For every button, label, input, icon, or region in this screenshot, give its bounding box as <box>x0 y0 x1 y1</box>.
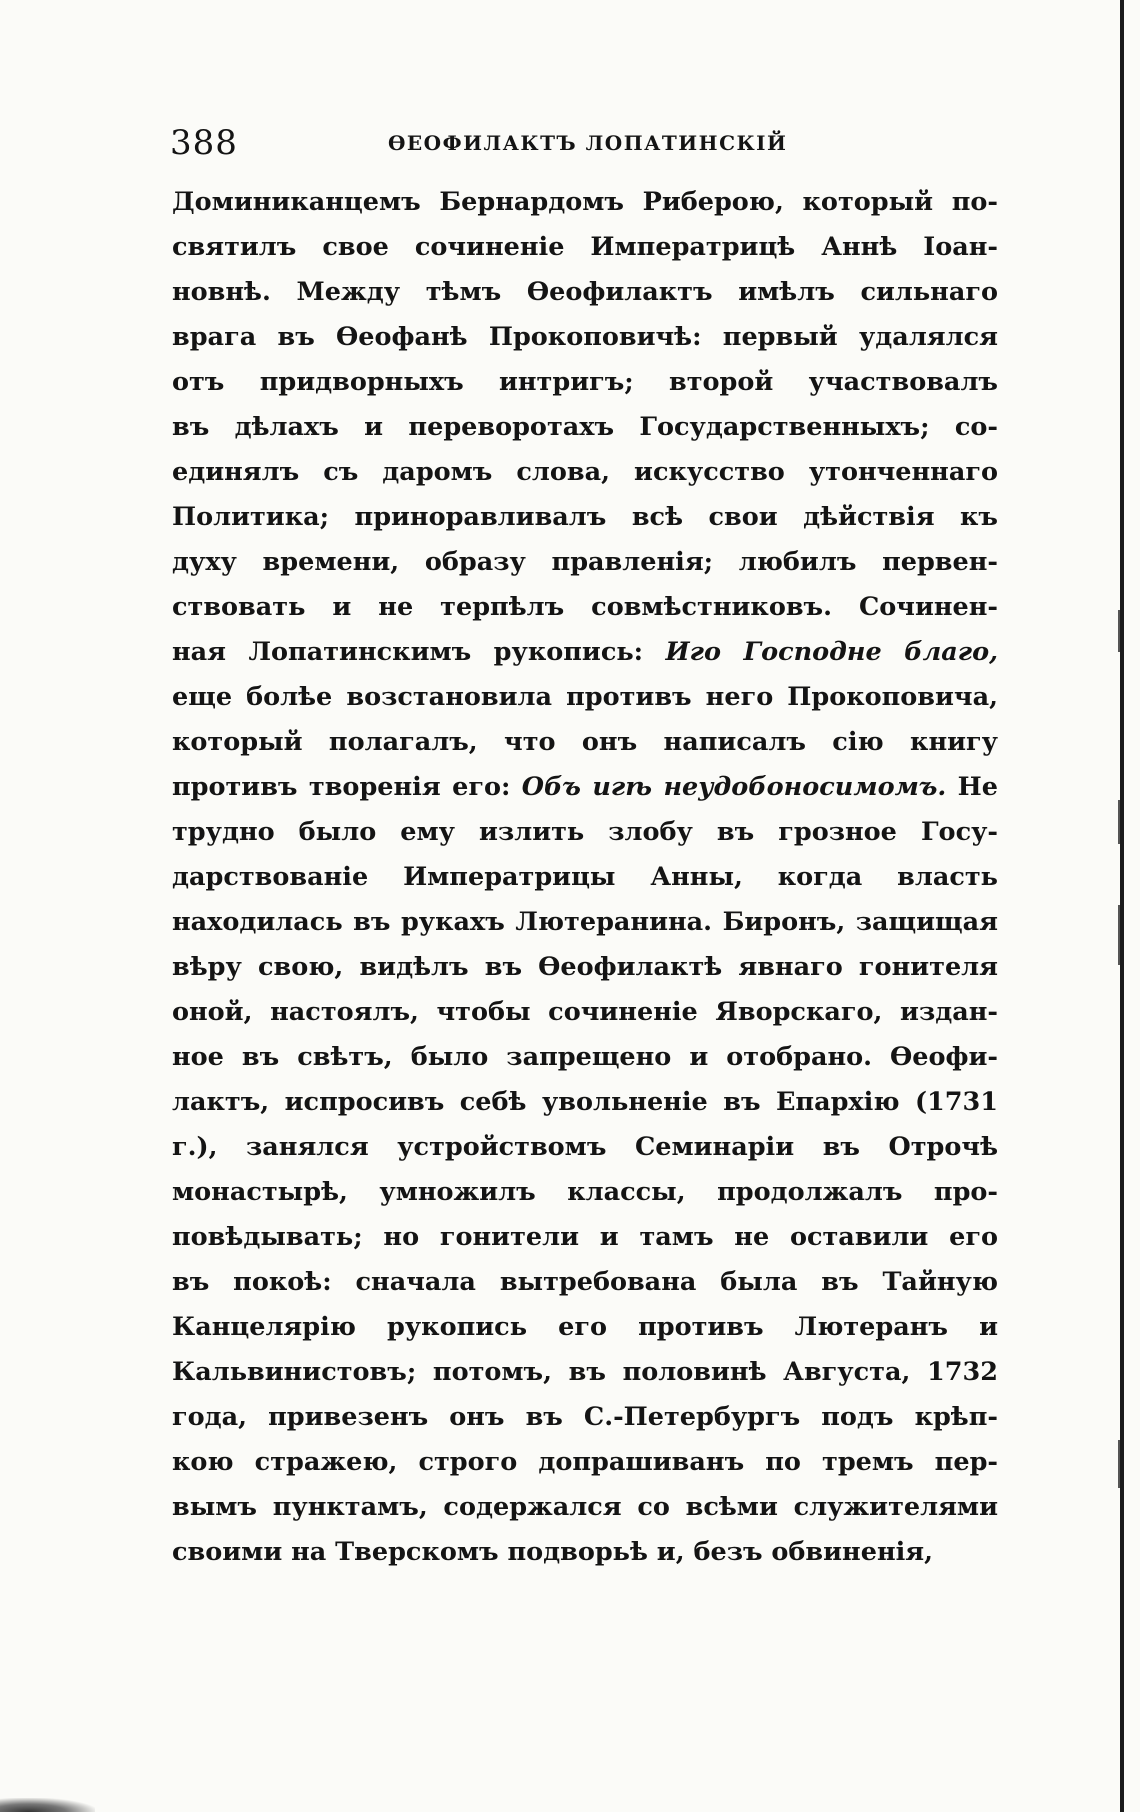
text-segment: который полагалъ, что онъ написалъ сію книгу <box>172 727 998 757</box>
text-line <box>172 1125 998 1170</box>
text-segment: вымъ пунктамъ, содержался со всѣми служителями <box>172 1492 998 1522</box>
page-number: 388 <box>170 123 238 163</box>
scan-edge-mark <box>1118 1440 1120 1488</box>
text-segment: кою стражею, строго допрашиванъ по тремъ пер- <box>172 1447 998 1477</box>
text-line <box>172 360 998 405</box>
text-segment: духу времени, образу правленія; любилъ первен- <box>172 547 998 577</box>
text-line <box>172 1260 998 1305</box>
text-segment: Кальвинистовъ; потомъ, въ половинѣ Августа, 1732 <box>172 1357 998 1387</box>
text-line <box>172 405 998 450</box>
text-segment: дарствованіе Императрицы Анны, когда власть <box>172 862 998 892</box>
text-line <box>172 180 998 225</box>
text-line <box>172 630 998 675</box>
text-line <box>172 765 998 810</box>
text-segment: новнѣ. Между тѣмъ Ѳеофилактъ имѣлъ сильнаго <box>172 277 998 307</box>
text-line <box>172 1215 998 1260</box>
scan-page-edge <box>1120 0 1124 1812</box>
text-segment: ствовать и не терпѣлъ совмѣстниковъ. Сочинен- <box>172 592 998 622</box>
body-text <box>172 180 998 1575</box>
scan-edge-mark <box>1118 905 1120 965</box>
italic-title: Иго Господне благо, <box>665 637 999 667</box>
text-line <box>172 1170 998 1215</box>
text-line <box>172 585 998 630</box>
text-line <box>172 675 998 720</box>
text-segment: находилась въ рукахъ Лютеранина. Биронъ, защищая <box>172 907 998 937</box>
text-segment: Канцелярію рукопись его противъ Лютеранъ и <box>172 1312 998 1342</box>
text-line <box>172 270 998 315</box>
text-segment: Доминиканцемъ Бернардомъ Риберою, который по- <box>172 187 998 217</box>
text-line <box>172 720 998 765</box>
text-segment: врага въ Ѳеофанѣ Прокоповичѣ: первый удалялся <box>172 322 998 352</box>
text-line <box>172 1530 998 1575</box>
text-line <box>172 1440 998 1485</box>
text-segment: г.), занялся устройствомъ Семинаріи въ Отрочѣ <box>172 1132 998 1162</box>
text-segment: единялъ съ даромъ слова, искусство утонченнаго <box>172 457 998 487</box>
text-line <box>172 1035 998 1080</box>
text-segment: трудно было ему излить злобу въ грозное Госу- <box>172 817 998 847</box>
text-segment: еще болѣе возстановила противъ него Прокоповича, <box>172 682 998 712</box>
page-header <box>170 118 1000 168</box>
text-segment: Политика; приноравливалъ всѣ свои дѣйствія къ <box>172 502 998 532</box>
text-line <box>172 810 998 855</box>
text-line <box>172 900 998 945</box>
text-line <box>172 1305 998 1350</box>
text-line <box>172 315 998 360</box>
text-line <box>172 225 998 270</box>
text-segment: святилъ свое сочиненіе Императрицѣ Аннѣ Іоан- <box>172 232 998 262</box>
text-segment: противъ творенія его: <box>172 772 522 802</box>
text-line <box>172 945 998 990</box>
text-line <box>172 855 998 900</box>
text-segment: въ дѣлахъ и переворотахъ Государственныхъ; со- <box>172 412 998 442</box>
italic-title: Объ игѣ неудобоносимомъ. <box>521 772 947 802</box>
text-line <box>172 1080 998 1125</box>
running-head: ѲЕОФИЛАКТЪ ЛОПАТИНСКІЙ <box>388 131 788 155</box>
text-segment: лактъ, испросивъ себѣ увольненіе въ Епархію (1731 <box>172 1087 998 1117</box>
text-segment: вѣру свою, видѣлъ въ Ѳеофилактѣ явнаго гонителя <box>172 952 998 982</box>
text-segment: года, привезенъ онъ въ С.-Петербургъ подъ крѣп- <box>172 1402 998 1432</box>
text-line <box>172 450 998 495</box>
text-line <box>172 495 998 540</box>
text-line <box>172 540 998 585</box>
text-segment: своими на Тверскомъ подворьѣ и, безъ обвиненія, <box>172 1537 934 1567</box>
scan-edge-mark <box>1118 610 1120 652</box>
scan-corner-smudge <box>0 1798 95 1812</box>
text-segment: монастырѣ, умножилъ классы, продолжалъ про- <box>172 1177 998 1207</box>
text-line <box>172 990 998 1035</box>
text-segment: Не <box>946 772 998 802</box>
text-segment: ная Лопатинскимъ рукопись: <box>172 637 666 667</box>
text-segment: отъ придворныхъ интригъ; второй участвовалъ <box>172 367 998 397</box>
text-line <box>172 1395 998 1440</box>
text-line <box>172 1485 998 1530</box>
text-segment: оной, настоялъ, чтобы сочиненіе Яворскаго, издан- <box>172 997 998 1027</box>
text-segment: въ покоѣ: сначала вытребована была въ Тайную <box>172 1267 998 1297</box>
text-segment: ное въ свѣтъ, было запрещено и отобрано. Ѳеофи- <box>172 1042 998 1072</box>
scan-edge-mark <box>1118 800 1120 844</box>
text-segment: повѣдывать; но гонители и тамъ не оставили его <box>172 1222 998 1252</box>
text-line <box>172 1350 998 1395</box>
